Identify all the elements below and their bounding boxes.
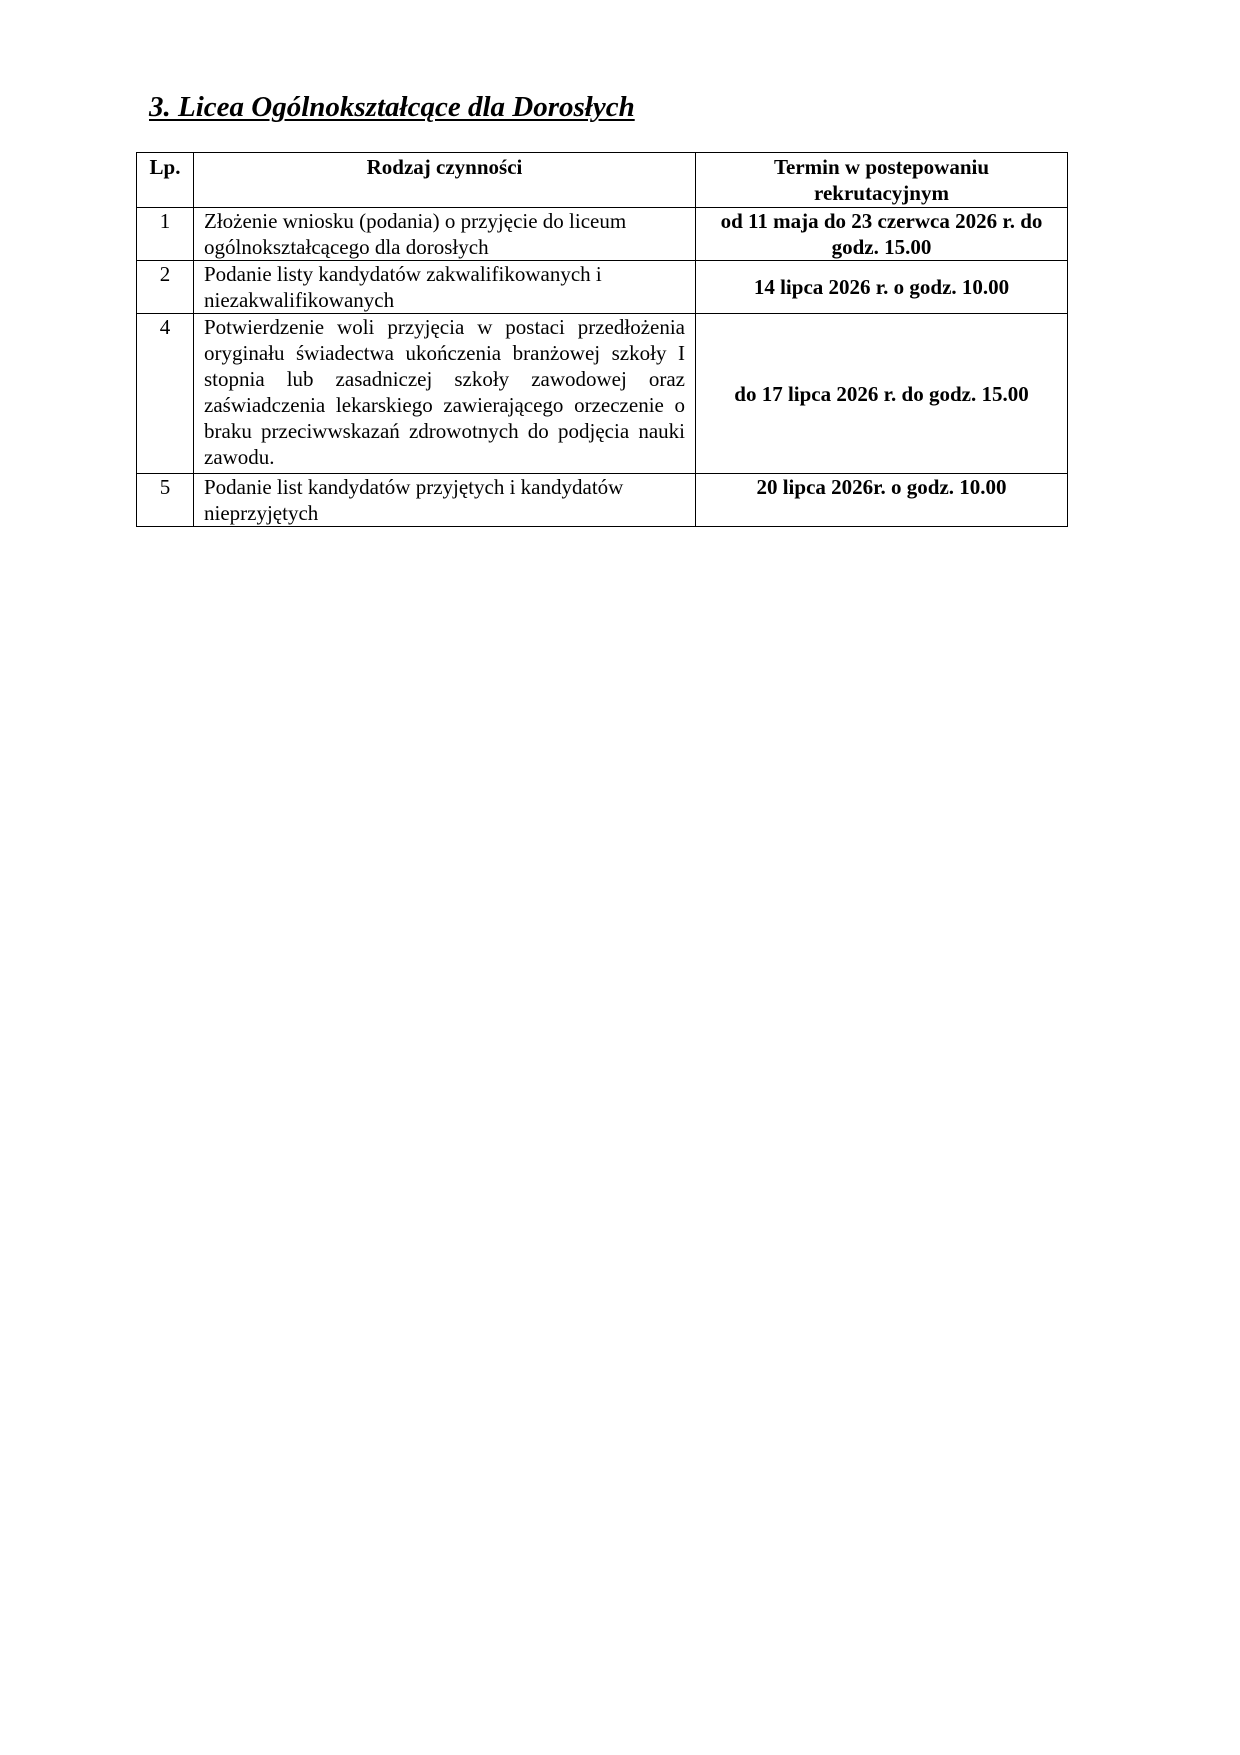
recruitment-schedule-table (136, 152, 1068, 527)
page-title: 3. Licea Ogólnokształcące dla Dorosłych (149, 91, 635, 123)
activity-description: Złożenie wniosku (podania) o przyjęcie do liceum ogólnokształcącego dla dorosłych (194, 208, 696, 261)
row-number: 5 (137, 474, 194, 527)
table-header-row (137, 153, 1068, 208)
deadline-term: do 17 lipca 2026 r. do godz. 15.00 (696, 314, 1068, 474)
activity-description: Podanie list kandydatów przyjętych i kandydatów nieprzyjętych (194, 474, 696, 527)
deadline-term: od 11 maja do 23 czerwca 2026 r. do godz. 15.00 (696, 208, 1068, 261)
deadline-term: 14 lipca 2026 r. o godz. 10.00 (696, 261, 1068, 314)
table-row (137, 474, 1068, 527)
header-lp: Lp. (137, 153, 194, 208)
row-number: 4 (137, 314, 194, 474)
row-number: 2 (137, 261, 194, 314)
table-row (137, 261, 1068, 314)
table-row (137, 314, 1068, 474)
table-row (137, 208, 1068, 261)
activity-description: Podanie listy kandydatów zakwalifikowanych i niezakwalifikowanych (194, 261, 696, 314)
header-activity: Rodzaj czynności (194, 153, 696, 208)
header-term: Termin w postepowaniu rekrutacyjnym (696, 153, 1068, 208)
activity-description: Potwierdzenie woli przyjęcia w postaci przedłożenia oryginału świadectwa ukończenia branżowej szkoły I stopnia lub zasadniczej szkoły zawodowej oraz zaświadczenia lekarskiego zawierającego orzeczenie o braku przeciwwskazań zdrowotnych do podjęcia nauki zawodu. (194, 314, 696, 474)
deadline-term: 20 lipca 2026r. o godz. 10.00 (696, 474, 1068, 527)
row-number: 1 (137, 208, 194, 261)
